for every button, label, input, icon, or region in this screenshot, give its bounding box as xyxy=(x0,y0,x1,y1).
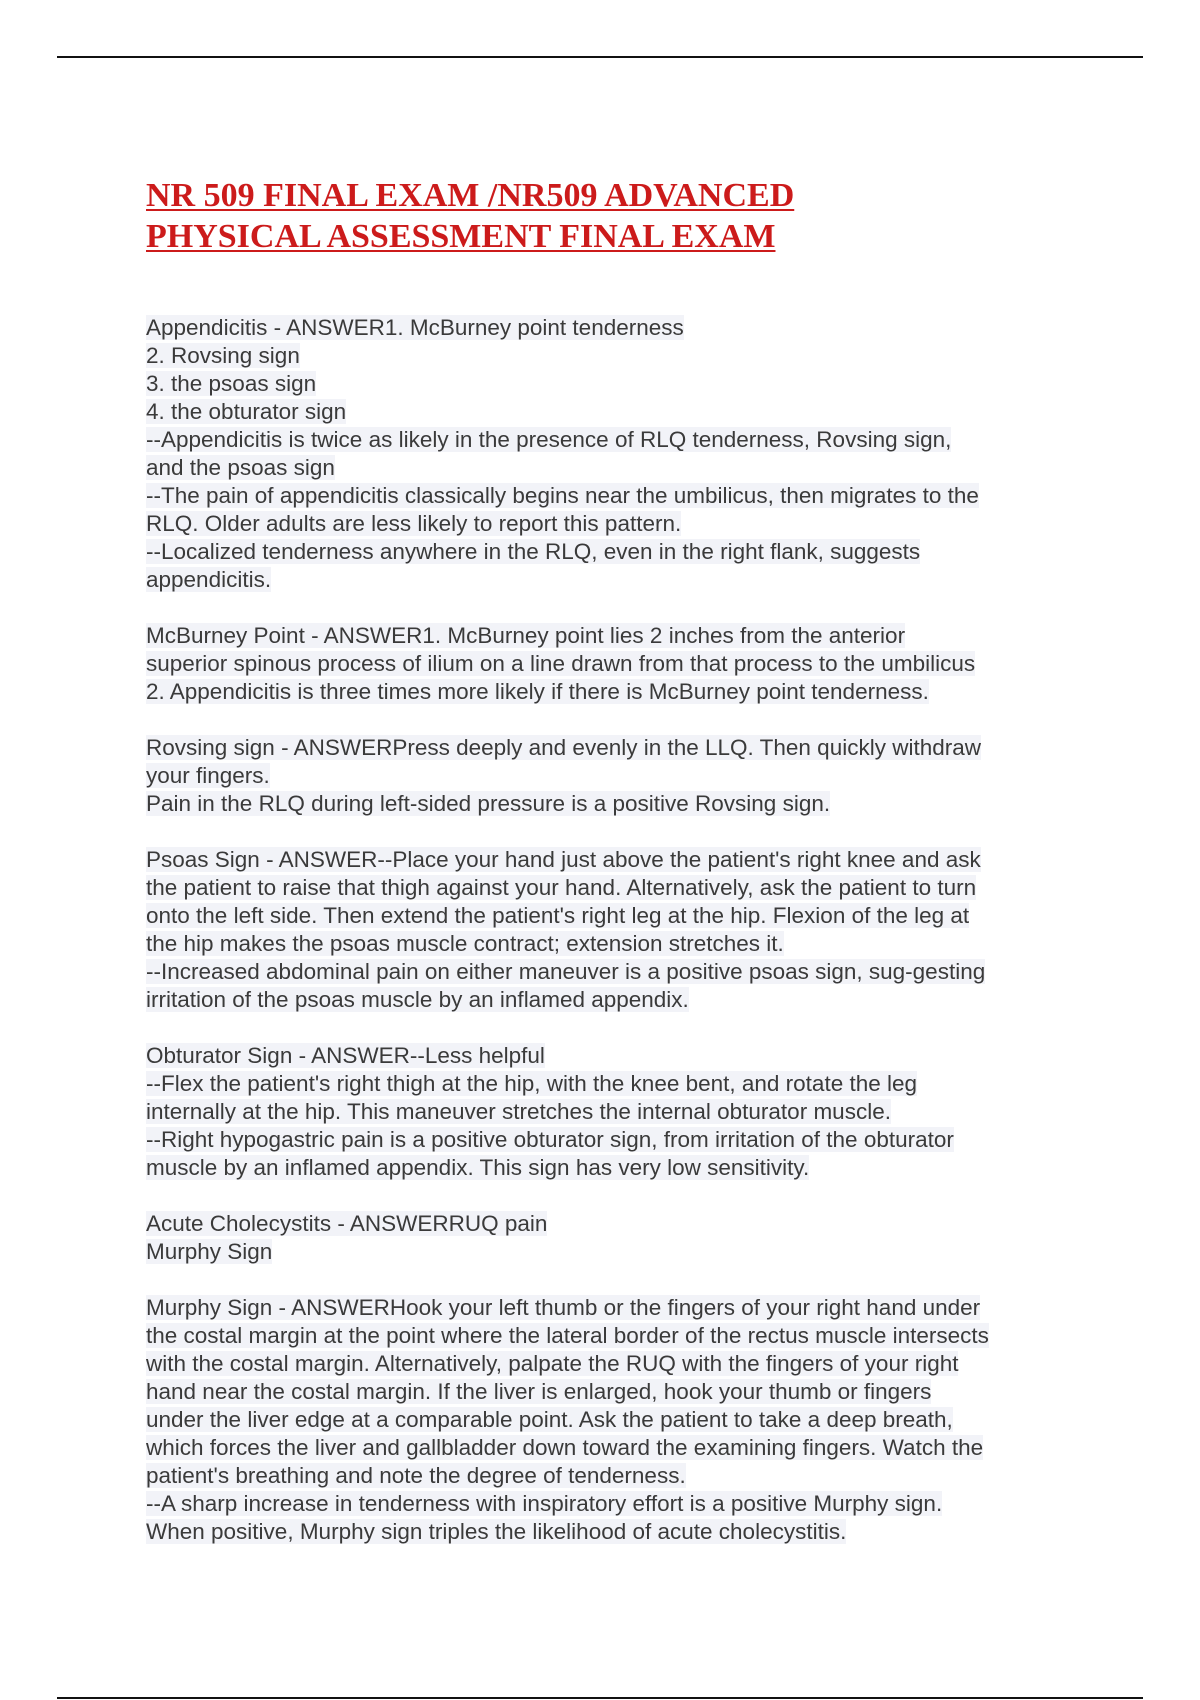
entry-line-text: muscle by an inflamed appendix. This sign has very low sensitivity. xyxy=(146,1155,810,1180)
entry-line xyxy=(146,958,1066,986)
entry-line-text: --The pain of appendicitis classically begins near the umbilicus, then migrates to the xyxy=(146,483,979,508)
entry-line xyxy=(146,678,1066,706)
title-line-1: NR 509 FINAL EXAM /NR509 ADVANCED xyxy=(146,177,795,214)
entry-line xyxy=(146,1350,1066,1378)
entry-line-text: your fingers. xyxy=(146,763,270,788)
qa-entry xyxy=(146,1042,1066,1182)
entry-line-text: Pain in the RLQ during left-sided pressure is a positive Rovsing sign. xyxy=(146,791,831,816)
entry-line xyxy=(146,734,1066,762)
entry-line-text: --A sharp increase in tenderness with inspiratory effort is a positive Murphy sign. xyxy=(146,1491,943,1516)
entry-line xyxy=(146,1294,1066,1322)
entry-line xyxy=(146,1434,1066,1462)
qa-entry xyxy=(146,314,1066,594)
entry-line xyxy=(146,314,1066,342)
entry-line xyxy=(146,650,1066,678)
entry-line-text: the hip makes the psoas muscle contract; extension stretches it. xyxy=(146,931,784,956)
entry-line-text: RLQ. Older adults are less likely to report this pattern. xyxy=(146,511,682,536)
entry-line xyxy=(146,762,1066,790)
entry-line xyxy=(146,986,1066,1014)
document-title xyxy=(146,175,1046,257)
entry-line-text: 3. the psoas sign xyxy=(146,371,317,396)
entry-line xyxy=(146,874,1066,902)
entry-line-text: McBurney Point - ANSWER1. McBurney point lies 2 inches from the anterior xyxy=(146,623,906,648)
entry-line xyxy=(146,1378,1066,1406)
entry-line xyxy=(146,1098,1066,1126)
entry-line xyxy=(146,1238,1066,1266)
entry-line-text: and the psoas sign xyxy=(146,455,335,480)
entry-line-text: --Increased abdominal pain on either maneuver is a positive psoas sign, sug-gesting xyxy=(146,959,986,984)
entry-line-text: Obturator Sign - ANSWER--Less helpful xyxy=(146,1043,545,1068)
qa-entry xyxy=(146,1210,1066,1266)
entry-line-text: Murphy Sign xyxy=(146,1239,273,1264)
entry-line-text: patient's breathing and note the degree of tenderness. xyxy=(146,1463,686,1488)
entry-line-text: When positive, Murphy sign triples the likelihood of acute cholecystitis. xyxy=(146,1519,847,1544)
entry-line xyxy=(146,454,1066,482)
entry-line-text: 2. Rovsing sign xyxy=(146,343,300,368)
title-line-2: PHYSICAL ASSESSMENT FINAL EXAM xyxy=(146,218,776,255)
entry-line-text: internally at the hip. This maneuver stretches the internal obturator muscle. xyxy=(146,1099,891,1124)
entry-line-text: Murphy Sign - ANSWERHook your left thumb or the fingers of your right hand under xyxy=(146,1295,981,1320)
entry-line xyxy=(146,1490,1066,1518)
qa-entry xyxy=(146,846,1066,1014)
entry-line xyxy=(146,398,1066,426)
entry-line xyxy=(146,1406,1066,1434)
entry-line-text: onto the left side. Then extend the patient's right leg at the hip. Flexion of the leg at xyxy=(146,903,970,928)
entry-line xyxy=(146,1042,1066,1070)
entry-line xyxy=(146,902,1066,930)
entry-line-text: --Flex the patient's right thigh at the hip, with the knee bent, and rotate the leg xyxy=(146,1071,918,1096)
entry-line xyxy=(146,846,1066,874)
entry-line-text: which forces the liver and gallbladder down toward the examining fingers. Watch the xyxy=(146,1435,984,1460)
entry-line xyxy=(146,538,1066,566)
entry-line-text: irritation of the psoas muscle by an inflamed appendix. xyxy=(146,987,689,1012)
entry-line xyxy=(146,1210,1066,1238)
entry-line xyxy=(146,426,1066,454)
entry-line-text: 2. Appendicitis is three times more likely if there is McBurney point tenderness. xyxy=(146,679,929,704)
entry-line-text: --Appendicitis is twice as likely in the presence of RLQ tenderness, Rovsing sign, xyxy=(146,427,952,452)
entry-line xyxy=(146,1322,1066,1350)
entry-line xyxy=(146,566,1066,594)
document-body xyxy=(146,314,1066,1574)
entry-line xyxy=(146,1154,1066,1182)
entry-line xyxy=(146,482,1066,510)
entry-line-text: the patient to raise that thigh against your hand. Alternatively, ask the patient to turn xyxy=(146,875,977,900)
footer-rule xyxy=(57,1697,1143,1699)
entry-line-text: with the costal margin. Alternatively, palpate the RUQ with the fingers of your right xyxy=(146,1351,959,1376)
entry-line-text: 4. the obturator sign xyxy=(146,399,347,424)
entry-line-text: the costal margin at the point where the lateral border of the rectus muscle intersects xyxy=(146,1323,989,1348)
entry-line xyxy=(146,1518,1066,1546)
entry-line xyxy=(146,1126,1066,1154)
entry-line-text: under the liver edge at a comparable point. Ask the patient to take a deep breath, xyxy=(146,1407,953,1432)
entry-line-text: Psoas Sign - ANSWER--Place your hand just above the patient's right knee and ask xyxy=(146,847,981,872)
entry-line xyxy=(146,622,1066,650)
entry-line xyxy=(146,510,1066,538)
entry-line-text: Rovsing sign - ANSWERPress deeply and evenly in the LLQ. Then quickly withdraw xyxy=(146,735,981,760)
entry-line-text: --Localized tenderness anywhere in the RLQ, even in the right flank, suggests xyxy=(146,539,921,564)
qa-entry xyxy=(146,622,1066,706)
entry-line xyxy=(146,1462,1066,1490)
entry-line-text: --Right hypogastric pain is a positive obturator sign, from irritation of the obturator xyxy=(146,1127,954,1152)
qa-entry xyxy=(146,734,1066,818)
entry-line xyxy=(146,930,1066,958)
entry-line-text: Acute Cholecystits - ANSWERRUQ pain xyxy=(146,1211,548,1236)
qa-entry xyxy=(146,1294,1066,1546)
entry-line xyxy=(146,342,1066,370)
entry-line-text: hand near the costal margin. If the liver is enlarged, hook your thumb or fingers xyxy=(146,1379,932,1404)
entry-line-text: Appendicitis - ANSWER1. McBurney point tenderness xyxy=(146,315,684,340)
entry-line-text: appendicitis. xyxy=(146,567,272,592)
entry-line xyxy=(146,370,1066,398)
entry-line-text: superior spinous process of ilium on a line drawn from that process to the umbilicus xyxy=(146,651,976,676)
entry-line xyxy=(146,1070,1066,1098)
entry-line xyxy=(146,790,1066,818)
header-rule xyxy=(57,56,1143,58)
